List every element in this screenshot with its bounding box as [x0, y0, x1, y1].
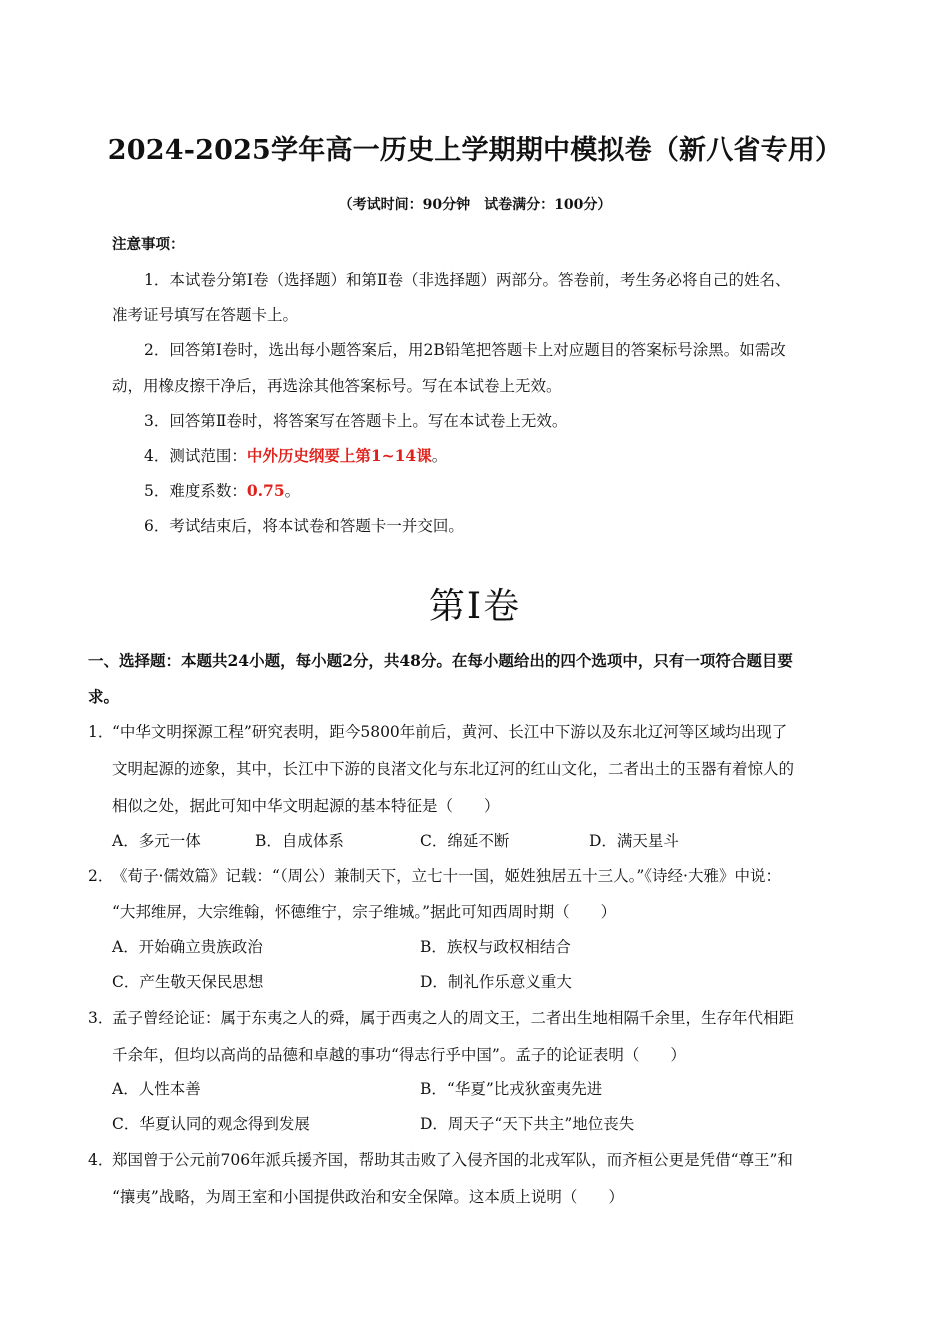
question-1-option-a: A．多元一体 — [112, 832, 201, 850]
question-1-number: 1． — [88, 723, 114, 741]
question-1-line1: “中华文明探源工程”研究表明，距今5800年前后，黄河、长江中下游以及东北辽河等区域均出现了 — [112, 723, 788, 741]
difficulty-highlight: 0.75 — [246, 481, 285, 500]
question-1-option-c: C．绵延不断 — [420, 832, 510, 850]
note-item-1-line1: 1．本试卷分第Ⅰ卷（选择题）和第Ⅱ卷（非选择题）两部分。答卷前，考生务必将自己的姓名、 — [144, 271, 791, 289]
exam-title: 2024-2025学年高一历史上学期期中模拟卷（新八省专用） — [107, 135, 843, 166]
note-item-2-line2: 动，用橡皮擦干净后，再选涂其他答案标号。写在本试卷上无效。 — [112, 377, 562, 395]
volume-title: 第Ⅰ卷 — [428, 586, 522, 627]
note-item-1-line2: 准考证号填写在答题卡上。 — [112, 306, 299, 324]
note-item-4 — [144, 444, 447, 466]
question-1-line3: 相似之处，据此可知中华文明起源的基本特征是（ ） — [112, 797, 500, 815]
question-1-option-b: B．自成体系 — [255, 832, 344, 850]
question-4-number: 4． — [88, 1151, 114, 1169]
note-item-3: 3．回答第Ⅱ卷时，将答案写在答题卡上。写在本试卷上无效。 — [144, 412, 568, 430]
test-scope-highlight: 中外历史纲要上第1~14课 — [246, 446, 432, 465]
question-2-number: 2． — [88, 867, 114, 885]
notes-heading: 注意事项： — [112, 236, 185, 253]
question-4-line2: “攘夷”战略，为周王室和小国提供政治和安全保障。这本质上说明（ ） — [112, 1188, 624, 1206]
question-2-option-b: B．族权与政权相结合 — [420, 938, 571, 956]
question-3-option-d: D．周天子“天下共主”地位丧失 — [420, 1115, 635, 1133]
question-4-line1: 郑国曾于公元前706年派兵援齐国，帮助其击败了入侵齐国的北戎军队，而齐桓公更是凭借“尊王”和 — [112, 1151, 793, 1169]
question-3-option-b: B．“华夏”比戎狄蛮夷先进 — [420, 1080, 603, 1098]
note-item-5-prefix: 5．难度系数： — [144, 482, 247, 500]
question-3-option-a: A．人性本善 — [112, 1080, 201, 1098]
question-3-number: 3． — [88, 1009, 114, 1027]
section-heading-line2: 求。 — [88, 687, 120, 706]
question-2-option-c: C．产生敬天保民思想 — [112, 973, 264, 991]
question-3-line2: 千余年，但均以高尚的品德和卓越的事功“得志行乎中国”。孟子的论证表明（ ） — [112, 1046, 686, 1064]
note-item-6: 6．考试结束后，将本试卷和答题卡一并交回。 — [144, 517, 464, 535]
question-2-option-a: A．开始确立贵族政治 — [112, 938, 263, 956]
exam-subtitle: （考试时间：90分钟 试卷满分：100分） — [338, 197, 612, 213]
question-2-line1: 《荀子·儒效篇》记载：“（周公）兼制天下，立七十一国，姬姓独居五十三人。”《诗经·大雅》中说： — [112, 867, 781, 885]
question-2-line2: “大邦维屏，大宗维翰，怀德维宁，宗子维城。”据此可知西周时期（ ） — [112, 903, 617, 921]
section-heading-line1: 一、选择题：本题共24小题，每小题2分，共48分。在每小题给出的四个选项中，只有一项符合题目要 — [88, 651, 793, 670]
note-item-2-line1: 2．回答第Ⅰ卷时，选出每小题答案后，用2B铅笔把答题卡上对应题目的答案标号涂黑。如需改 — [144, 341, 786, 359]
note-item-4-suffix: 。 — [431, 447, 448, 465]
note-item-4-prefix: 4．测试范围： — [144, 447, 247, 465]
question-3-option-c: C．华夏认同的观念得到发展 — [112, 1115, 310, 1133]
question-3-line1: 孟子曾经论证：属于东夷之人的舜，属于西夷之人的周文王，二者出生地相隔千余里，生存年代相距 — [112, 1009, 795, 1027]
question-1-option-d: D．满天星斗 — [589, 832, 679, 850]
note-item-5 — [144, 479, 300, 501]
question-2-option-d: D．制礼作乐意义重大 — [420, 973, 572, 991]
question-1-line2: 文明起源的迹象，其中，长江中下游的良渚文化与东北辽河的红山文化，二者出土的玉器有着惊人的 — [112, 760, 795, 778]
note-item-5-suffix: 。 — [284, 482, 301, 500]
